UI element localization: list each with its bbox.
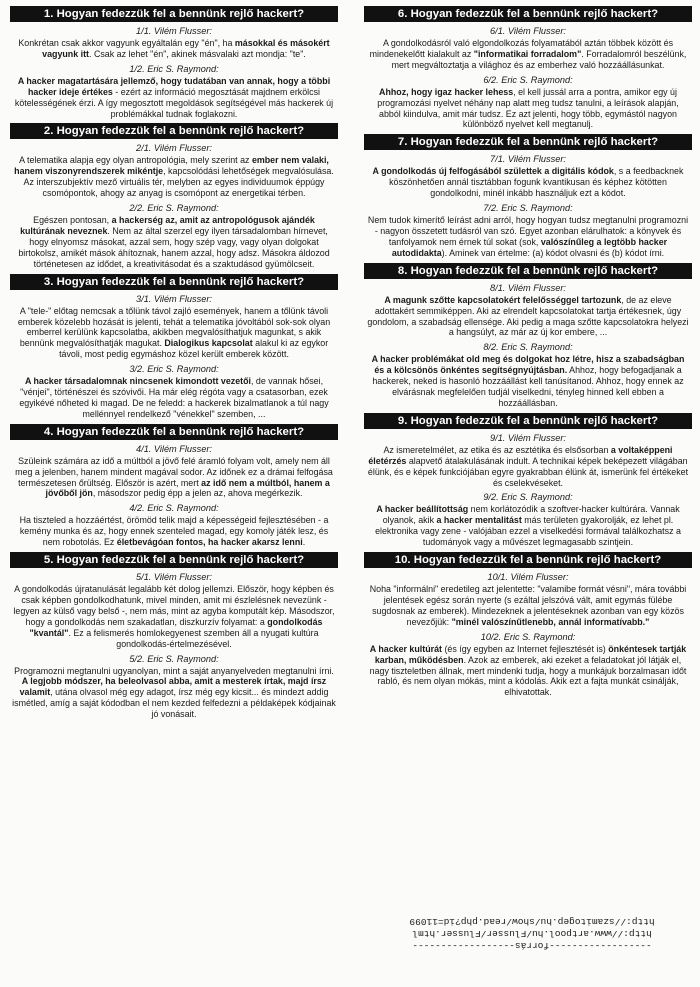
quote-emphasis: "informatikai forradalom" <box>473 48 582 59</box>
quote-author: 3/2. Eric S. Raymond: <box>129 364 219 375</box>
quote-fragment: . Csak az lehet "én", akinek másvalaki azt mondja: "te". <box>89 48 306 59</box>
quote-fragment: . <box>302 537 306 548</box>
quote-author: 10/2. Eric S. Raymond: <box>480 631 576 642</box>
quote-author: 8/1. Vilém Flusser: <box>490 282 566 293</box>
quote-fragment: , de az eleve adottakért semmiképpen. Aki az elrendelt kapcsolatokat tartja értékesnek, úgy gondolom, a szabadság ellensége. Aki pedig a maga szőtte kapcsolatokra helyezi a hangsúlyt, az már az új kor embere, ... <box>367 294 689 338</box>
quote-emphasis: "minél valószínűtlenebb, annál informatívabb." <box>451 616 650 627</box>
quote-fragment: Konkrétan csak akkor vagyunk egyáltalán egy "én", ha <box>18 38 235 48</box>
quote-author: 9/2. Eric S. Raymond: <box>483 492 573 503</box>
quote-fragment: Egészen pontosan, <box>33 215 112 226</box>
quote-author: 6/1. Vilém Flusser: <box>490 26 566 36</box>
quote-fragment: nem korlátozódik a szoftver-hacker kultúrára. Vannak olyanok, akik <box>382 504 680 526</box>
quote-author: 5/2. Eric S. Raymond: <box>129 653 219 664</box>
section <box>8 123 340 269</box>
quote-text <box>8 666 340 721</box>
section <box>362 413 694 548</box>
quote-fragment: alakul ki az egykor távoli, most pedig egymáshoz közel került emberek között. <box>59 338 329 360</box>
quote-fragment: más területen gyakorolják, ez lehet pl. elektronika vagy zene - valójában ezzel a viselkedési formával találkozhatsz a tudományok vagy a művészet legmagasabb szintjein. <box>375 515 681 548</box>
section-title: 1. Hogyan fedezzük fel a bennünk rejlő hackert? <box>10 6 338 22</box>
quote-text <box>362 354 694 409</box>
quote-text <box>362 644 694 699</box>
quote-author: 9/1. Vilém Flusser: <box>490 432 566 443</box>
quote-emphasis: valószínűleg a legtöbb hacker autodidakta <box>391 236 668 258</box>
section-title: 9. Hogyan fedezzük fel a bennünk rejlő hackert? <box>364 413 692 429</box>
quote-entry <box>362 342 694 409</box>
section-title: 8. Hogyan fedezzük fel a bennünk rejlő hackert? <box>364 263 692 279</box>
quote-entry <box>362 632 694 699</box>
quote-fragment: Nem tudok kimerítő leírást adni arról, hogy hogyan tudsz megtanulni programozni - nagyon összetett tudásról van szó. Egyet azonban elárulhatok: a könyvek és tanfolyamok nem érnek túl sokat (sok, <box>367 215 689 247</box>
footer-heading: ------------------forrás------------------ <box>412 940 652 951</box>
quote-text <box>8 306 340 361</box>
section <box>8 552 340 720</box>
section-title: 4. Hogyan fedezzük fel a bennünk rejlő hackert? <box>10 424 338 440</box>
quote-author: 1/2. Eric S. Raymond: <box>129 63 219 74</box>
quote-fragment: , másodszor pedig épp a jelen az, ahova megérkezik. <box>92 488 303 499</box>
section-title: 10. Hogyan fedezzük fel a bennünk rejlő hackert? <box>364 552 692 568</box>
quote-fragment: , s a feedbacknek köszönhetően annál tisztábban fogunk kvantikusan és képhez kötötten gondolkodni, minél inkább használjuk ezt a kódot. <box>389 166 684 199</box>
quote-text <box>362 445 694 489</box>
quote-emphasis: másokkal és másokért vagyunk itt <box>42 38 330 59</box>
section <box>362 263 694 409</box>
quote-emphasis: A hacker társadalomnak nincsenek kimondott vezetői <box>24 376 251 387</box>
quote-emphasis: önkéntesek tartják karban, működésben <box>374 643 687 665</box>
section <box>8 6 340 119</box>
quote-entry <box>362 75 694 131</box>
quote-author: 6/2. Eric S. Raymond: <box>483 74 573 85</box>
quote-fragment: Noha "informálni" eredetileg azt jelentette: "valamibe formát vésni", mára további jelentések egész során nyerte (s ezáltal jelszóvá vált, amit egymás fülébe sugdosnak az emberek). Mindezeknek a jelentéseknek azonban van egy közös nevezőjük: <box>369 584 687 627</box>
quote-fragment: Ha tiszteled a hozzáértést, örömöd telik majd a képességeid fejlesztésében - a kemény munka és az, hogy ennek szenteled magad, egy komoly játék lesz, és nem robotolás. Ez <box>19 515 329 548</box>
section <box>8 424 340 548</box>
quote-entry <box>362 26 694 71</box>
quote-entry <box>8 203 340 270</box>
quote-fragment: (és így egyben az Internet fejlesztését is) <box>441 643 609 654</box>
section <box>362 6 694 130</box>
quote-emphasis: A gondolkodás új felfogásából születtek a digitális kódok <box>372 166 614 177</box>
quote-author: 8/2. Eric S. Raymond: <box>483 342 573 353</box>
quote-entry <box>8 294 340 361</box>
quote-entry <box>8 444 340 500</box>
quote-fragment: , el kell jussál arra a pontra, amikor egy új programozási nyelvet néhány nap alatt meg tudsz tanulni, a leírások alapján, abból kiindulva, amit már tudsz. Ez azt jelenti, hogy több, egymástól nagyon különböző nyelvet kell megtanulj. <box>377 86 679 130</box>
quote-fragment: alapvető átalakulásának indult. A technikai képek beképezett világában élünk, és e képek funkciójában egyre gyakrabban élünk át, ismerünk fel értékeket és cselekvéseket. <box>367 455 689 488</box>
quote-fragment: , de vannak hősei, "vénjei", történészei és szóvivői. Ha már elég régóta vagy a csatasorban, ezek egyikévé nőheted ki magad. De ne feledd: a hackerek bizalmatlanok a túl nagy mellénnyel rendelkező "vénekkel" szemben, ... <box>19 376 329 419</box>
quote-author: 2/2. Eric S. Raymond: <box>129 203 219 214</box>
quote-emphasis: Ahhoz, hogy igaz hacker lehess <box>379 86 514 97</box>
quote-text <box>362 584 694 628</box>
quote-fragment: , kapcsolódási lehetőségek megvalósulása. Az interszubjektív mező virtuális tér, melyben az egyes individuumok éppúgy csomópontok, ahogy az anyag is csomópont az energetikai térben. <box>23 166 334 199</box>
quote-author: 7/1. Vilém Flusser: <box>490 154 566 165</box>
quote-fragment: . Ez a felismerés homlokegyenest szemben áll a nyugati kultúra gondolkodás-értelmezésével. <box>68 627 319 649</box>
quote-emphasis: Dialogikus kapcsolat <box>164 338 253 349</box>
quote-fragment: - ezért az információ megosztását majdnem erkölcsi kötelességének érzi. A így megosztott megoldások segítségével más hackerek új problémákkal tudnak foglakozni. <box>14 86 334 119</box>
quote-entry <box>8 364 340 420</box>
quote-emphasis: A hacker beállítottság <box>376 504 469 515</box>
footer-link-szamitogep[interactable]: http://szamitogep.hu/show/read.php?id=11099 <box>409 916 655 927</box>
quote-emphasis: A hacker magatartására jellemző, hogy tudatában van annak, hogy a többi hacker ideje értékes <box>17 75 331 97</box>
quote-author: 10/1. Vilém Flusser: <box>487 572 569 583</box>
quote-text <box>362 87 694 131</box>
quote-fragment: Ahhoz, hogy befogadjanak a hackerek, neked is hasonló hozzáállást kell tanúsítanod. Ahhoz, hogy ennek az elvárásnak megfelelően tudjál viselkedni, tényleg hinned kell ebben a hozzáállásban. <box>372 365 684 408</box>
quote-author: 2/1. Vilém Flusser: <box>136 143 212 154</box>
quote-text <box>8 76 340 120</box>
quote-fragment: . Azok az emberek, aki ezeket a feladatokat jól látják el, nagy tiszteletben állnak, mert mindenki tudja, hogy a munkájuk borzalmasan időt rabló, és nem olyan mókás, mint a kódolás. Akik ezt a fajta munkát csinálják, elhivatottak. <box>369 654 687 698</box>
quote-text <box>8 456 340 500</box>
section <box>362 552 694 698</box>
quote-text <box>362 38 694 71</box>
quote-entry <box>362 203 694 259</box>
quote-fragment: A gondolkodás újratanulását legalább két dolog jellemzi. Először, hogy képben és csak képben gondolkodhatunk, mivel minden, amit mi észlelésnek nevezünk - legyen az külső vagy belső -, nem más, mint az agyba komputált kép. Másodszor, hogy a gondolkodás nem szakadatlan, diszkurzív folyamat: a <box>13 584 335 627</box>
quote-emphasis: ember nem valaki, hanem viszonyrendszerek mikéntje <box>14 155 329 177</box>
quote-entry <box>8 572 340 649</box>
quote-fragment: Szüleink számára az idő a múltból a jövő felé áramló folyam volt, amely nem áll meg a jelenben, hanem mindent magával sodor. Az időnek ez a drámai felfogása természetesen őrültség. Először is azért, mert <box>15 455 333 488</box>
quote-fragment: Az ismeretelmélet, az etika és az esztétika és elsősorban <box>383 444 611 455</box>
quote-text <box>8 584 340 649</box>
quote-author: 4/1. Vilém Flusser: <box>136 443 212 454</box>
quote-entry <box>362 433 694 489</box>
section <box>362 134 694 258</box>
section <box>8 274 340 420</box>
quote-text <box>362 295 694 339</box>
quote-emphasis: a hacker mentalitást <box>436 515 522 526</box>
quote-entry <box>362 283 694 339</box>
quote-emphasis: A legjobb módszer, ha beleolvasol abba, amit a mesterek írtak, majd írsz valamit <box>19 676 327 698</box>
quote-entry <box>362 572 694 628</box>
quote-text <box>362 504 694 548</box>
quote-entry <box>8 143 340 199</box>
quote-emphasis: gondolkodás "kvantál" <box>29 616 323 638</box>
quote-text <box>8 38 340 60</box>
quote-emphasis: A hacker kultúrát <box>369 643 442 654</box>
quote-entry <box>8 64 340 120</box>
quote-author: 7/2. Eric S. Raymond: <box>483 203 573 214</box>
quote-fragment: . Forradalomról beszélünk, mert megváltoztatja a világhoz és az emberhez való hozzáállásunkat. <box>391 48 687 70</box>
quote-entry <box>8 503 340 548</box>
quote-fragment: A "tele-" előtag nemcsak a tőlünk távol zajló események, hanem a tőlünk távoli emberek közelebb hozását is jelenti, tehát a telematika jóvoltából sok-sok olyan emberrel kerülünk kapcsolatba, akikben megvalósíthatjuk magunkat, s akik bennünk megvalósíthatják magukat. <box>17 305 331 349</box>
quote-emphasis: A magunk szőtte kapcsolatokért felelősséggel tartozunk <box>384 294 622 305</box>
quote-fragment: Programozni megtanulni ugyanolyan, mint a saját anyanyelveden megtanulni írni. <box>14 665 334 676</box>
quote-text <box>8 376 340 420</box>
quote-fragment: . Nem az által szerzel egy ilyen társadalomban hírnevet, hogy elnyomsz másokat, azzal sem, hogy szép vagy, vagy olyan dolgokat birtokolsz, amikét mások áhítoznak, hanem azzal, hogy adsz. Másokra áldozod történetesen az idődet, a kreativitásodat és a szaktudásod gyümölcseit. <box>18 225 330 269</box>
quote-fragment: ). Aminek van értelme: (a) kódot olvasni és (b) kódot írni. <box>441 247 665 258</box>
section-title: 6. Hogyan fedezzük fel a bennünk rejlő hackert? <box>364 6 692 22</box>
quote-text <box>8 155 340 199</box>
quote-author: 5/1. Vilém Flusser: <box>136 572 212 583</box>
quote-author: 1/1. Vilém Flusser: <box>136 26 212 36</box>
quote-text <box>8 215 340 270</box>
quote-emphasis: A hacker problémákat old meg és dolgokat hoz létre, hisz a szabadságban és a kölcsönös önkéntes segítségnyújtásban. <box>371 354 685 376</box>
section-title: 3. Hogyan fedezzük fel a bennünk rejlő hackert? <box>10 274 338 290</box>
quote-text <box>362 166 694 199</box>
right-column <box>362 6 694 702</box>
quote-author: 4/2. Eric S. Raymond: <box>129 503 219 514</box>
quote-text <box>362 215 694 259</box>
section-title: 2. Hogyan fedezzük fel a bennünk rejlő hackert? <box>10 123 338 139</box>
left-column <box>8 6 340 724</box>
quote-fragment: A gondolkodásról való elgondolkozás folyamatából aztán többek között és mindenekelőtt kialakult az <box>369 38 674 59</box>
section-title: 7. Hogyan fedezzük fel a bennünk rejlő hackert? <box>364 134 692 150</box>
quote-emphasis: az idő nem a múltból, hanem a jövőből jön <box>45 477 330 499</box>
quote-emphasis: a voltaképpeni életérzés <box>368 444 673 466</box>
quote-fragment: A telematika alapja egy olyan antropológia, mely szerint az <box>19 155 252 166</box>
quote-text <box>8 515 340 548</box>
section-title: 5. Hogyan fedezzük fel a bennünk rejlő hackert? <box>10 552 338 568</box>
quote-entry <box>8 26 340 60</box>
source-footer <box>392 915 672 951</box>
quote-entry <box>8 654 340 721</box>
quote-entry <box>362 154 694 199</box>
quote-fragment: , utána olvasol még egy adagot, írsz még egy kicsit... és mindezt addig ismétled, amíg a saját kódodban el nem kezded felfedezni a példaképek kódjainak jó vonásait. <box>12 687 336 720</box>
quote-entry <box>362 492 694 548</box>
quote-author: 3/1. Vilém Flusser: <box>136 293 212 304</box>
quote-emphasis: a hackerség az, amit az antropológusok ajándék kultúrának neveznek <box>20 215 315 236</box>
footer-link-artpool[interactable]: http://www.artpool.hu/Flusser/Flusser.html <box>412 928 652 939</box>
quote-emphasis: életbevágóan fontos, ha hacker akarsz lenni <box>116 537 303 548</box>
